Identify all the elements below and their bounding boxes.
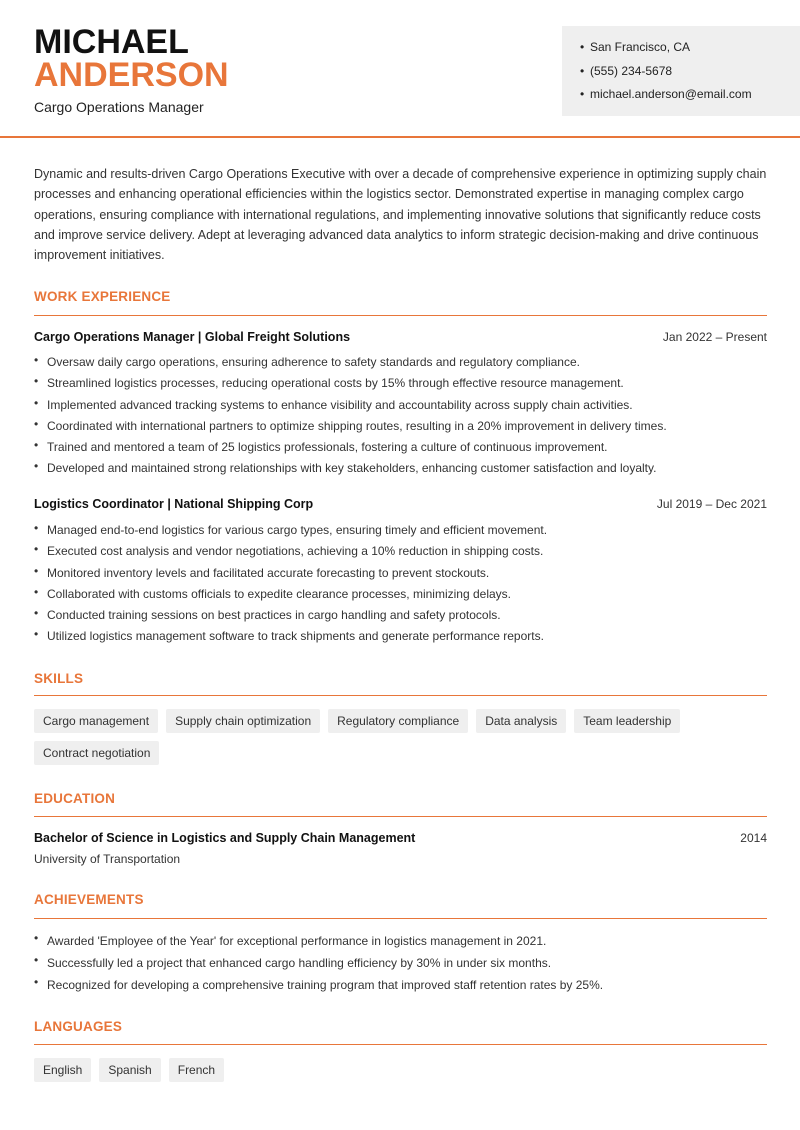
language-tag: Spanish bbox=[99, 1058, 160, 1082]
bullet-icon: • bbox=[34, 953, 39, 967]
bullet-icon: • bbox=[34, 374, 39, 389]
bullet-icon: • bbox=[34, 521, 39, 535]
languages-list bbox=[34, 1058, 774, 1082]
skill-tag: Cargo management bbox=[34, 709, 158, 733]
list-item bbox=[34, 605, 774, 626]
job-header bbox=[34, 330, 767, 344]
list-item-text: Successfully led a project that enhanced cargo handling efficiency by 30% in under six months. bbox=[47, 956, 552, 970]
contact-location-text: San Francisco, CA bbox=[590, 40, 691, 54]
list-item bbox=[34, 416, 774, 437]
skill-tag: Contract negotiation bbox=[34, 741, 159, 765]
list-item bbox=[34, 626, 774, 647]
list-item bbox=[34, 458, 774, 479]
bullet-icon: • bbox=[34, 606, 39, 621]
list-item bbox=[34, 520, 774, 541]
list-item-text: Oversaw daily cargo operations, ensuring adherence to safety standards and regulatory compliance. bbox=[47, 355, 580, 369]
bullet-icon: • bbox=[34, 563, 39, 578]
first-name: MICHAEL bbox=[34, 23, 189, 61]
list-item-text: Utilized logistics management software to track shipments and generate performance reports. bbox=[47, 629, 544, 644]
list-item-text: Collaborated with customs officials to expedite clearance processes, minimizing delays. bbox=[47, 586, 511, 601]
last-name: ANDERSON bbox=[34, 56, 229, 94]
list-item-text: Coordinated with international partners to optimize shipping routes, resulting in a 20% improvement in delivery times. bbox=[47, 418, 667, 433]
bullet-icon: • bbox=[34, 459, 39, 474]
section-title-skills: SKILLS bbox=[34, 671, 84, 686]
contact-email bbox=[580, 86, 800, 110]
list-item bbox=[34, 563, 774, 584]
education-header bbox=[34, 831, 767, 845]
bullet-icon: • bbox=[34, 416, 39, 431]
bullet-icon: • bbox=[34, 627, 39, 642]
list-item bbox=[34, 584, 774, 605]
skill-tag: Data analysis bbox=[476, 709, 566, 733]
bullet-icon: • bbox=[34, 584, 39, 599]
skill-tag: Team leadership bbox=[574, 709, 680, 733]
bullet-icon: • bbox=[34, 395, 39, 410]
list-item bbox=[34, 952, 774, 974]
job-dates: Jul 2019 – Dec 2021 bbox=[656, 497, 767, 511]
job-bullets bbox=[34, 352, 774, 480]
summary: Dynamic and results-driven Cargo Operations Executive with over a decade of comprehensive experience in optimizing supply chain processes and enhancing operational efficiencies within the logistics sector. Demonstrated expertise in managing complex cargo operations, ensuring compliance with international regulations, and implementing innovative solutions that significantly reduce costs and improve service delivery. Adept at leveraging advanced data analytics to inform strategic decision-making and drive continuous improvement initiatives. bbox=[34, 167, 767, 263]
bullet-icon: • bbox=[580, 87, 585, 101]
list-item-text: Recognized for developing a comprehensive training program that improved staff retention rates by 25%. bbox=[47, 978, 604, 992]
list-item-text: Developed and maintained strong relationships with key stakeholders, enhancing customer satisfaction and loyalty. bbox=[47, 461, 657, 476]
skills-list bbox=[34, 709, 774, 765]
section-divider bbox=[34, 918, 767, 919]
section-divider bbox=[34, 315, 767, 316]
section-divider bbox=[34, 695, 767, 696]
job-bullets bbox=[34, 520, 774, 648]
list-item bbox=[34, 395, 774, 416]
list-item-text: Executed cost analysis and vendor negotiations, achieving a 10% reduction in shipping costs. bbox=[47, 544, 544, 559]
job-header bbox=[34, 497, 767, 511]
job-role: Cargo Operations Manager | Global Freight Solutions bbox=[34, 330, 351, 344]
bullet-icon: • bbox=[34, 542, 39, 557]
list-item bbox=[34, 352, 774, 373]
bullet-icon: • bbox=[34, 353, 39, 367]
skill-tag: Regulatory compliance bbox=[328, 709, 468, 733]
bullet-icon: • bbox=[580, 63, 585, 78]
graduation-year: 2014 bbox=[740, 831, 767, 845]
section-divider bbox=[34, 1044, 767, 1045]
list-item bbox=[34, 541, 774, 562]
degree: Bachelor of Science in Logistics and Supply Chain Management bbox=[34, 831, 416, 845]
list-item-text: Monitored inventory levels and facilitated accurate forecasting to prevent stockouts. bbox=[47, 565, 490, 580]
section-title-languages: LANGUAGES bbox=[34, 1019, 123, 1034]
list-item-text: Conducted training sessions on best practices in cargo handling and safety protocols. bbox=[47, 608, 501, 623]
section-divider bbox=[34, 816, 767, 817]
language-tag: English bbox=[34, 1058, 91, 1082]
section-title-education: EDUCATION bbox=[34, 791, 116, 806]
list-item-text: Streamlined logistics processes, reducing operational costs by 15% through effective resource management. bbox=[47, 376, 624, 391]
language-tag: French bbox=[169, 1058, 224, 1082]
list-item-text: Managed end-to-end logistics for various cargo types, ensuring timely and efficient movement. bbox=[47, 523, 548, 537]
job-title: Cargo Operations Manager bbox=[34, 99, 204, 115]
achievements-list bbox=[34, 930, 774, 996]
list-item-text: Trained and mentored a team of 25 logistics professionals, fostering a culture of continuous improvement. bbox=[47, 440, 608, 455]
skill-tag: Supply chain optimization bbox=[166, 709, 320, 733]
bullet-icon: • bbox=[34, 931, 39, 945]
section-title-work: WORK EXPERIENCE bbox=[34, 289, 171, 304]
list-item-text: Awarded 'Employee of the Year' for exceptional performance in logistics management in 2021. bbox=[47, 934, 547, 948]
school: University of Transportation bbox=[34, 852, 181, 866]
job-role: Logistics Coordinator | National Shipping Corp bbox=[34, 497, 314, 511]
list-item bbox=[34, 974, 774, 996]
bullet-icon: • bbox=[34, 438, 39, 453]
list-item bbox=[34, 373, 774, 394]
section-title-achievements: ACHIEVEMENTS bbox=[34, 892, 144, 907]
contact-phone bbox=[580, 63, 800, 87]
list-item-text: Implemented advanced tracking systems to enhance visibility and accountability across supply chain activities. bbox=[47, 397, 633, 412]
list-item bbox=[34, 437, 774, 458]
bullet-icon: • bbox=[580, 40, 585, 54]
contact-phone-text: (555) 234-5678 bbox=[590, 63, 673, 78]
contact-box bbox=[562, 26, 800, 116]
list-item bbox=[34, 930, 774, 952]
contact-location bbox=[580, 39, 800, 63]
contact-email-text: michael.anderson@email.com bbox=[590, 87, 752, 101]
bullet-icon: • bbox=[34, 975, 39, 989]
job-dates: Jan 2022 – Present bbox=[662, 330, 767, 344]
resume-header bbox=[0, 0, 800, 138]
